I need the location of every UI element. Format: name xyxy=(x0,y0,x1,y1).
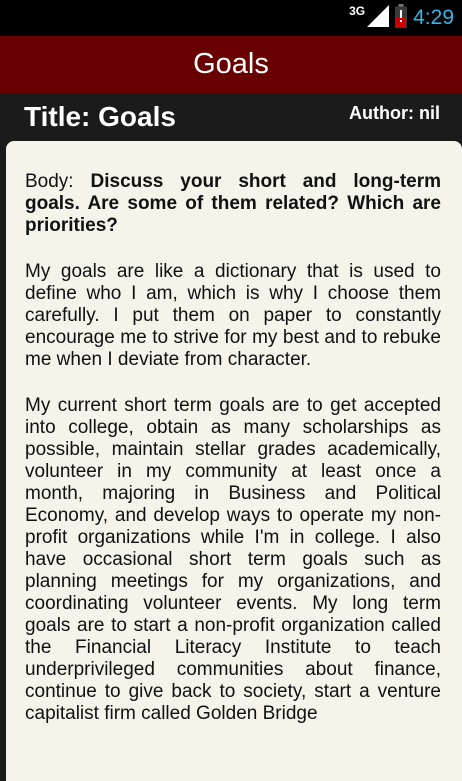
essay-title: Title: Goals xyxy=(24,101,176,132)
battery-icon xyxy=(395,4,407,33)
status-bar xyxy=(0,0,462,36)
essay-prompt xyxy=(25,171,441,237)
network-type: 3G xyxy=(349,4,366,18)
action-bar xyxy=(0,36,462,93)
essay-paragraph: My current short term goals are to get accepted into college, obtain as many scholarships as possible, maintain stellar grades academically, volunteer in my community at least once a month, majoring in Business and Political Economy, and develop ways to operate my non-profit organizations while I'm in college. I also have occasional short term goals such as planning meetings for my organizations, and coordinating volunteer events. My long term goals are to start a non-profit organization called the Financial Literacy Institute to teach underprivileged communities about finance, continue to give back to society, start a venture capitalist firm called Golden Bridge xyxy=(25,395,441,724)
essay-author: Author: nil xyxy=(349,103,440,123)
prompt-text: Discuss your short and long-term goals. Are some of them related? Which are priorities? xyxy=(25,171,442,236)
essay-card[interactable] xyxy=(6,141,462,781)
signal-icon xyxy=(367,5,389,32)
status-icons xyxy=(349,4,454,32)
essay-header xyxy=(0,93,462,143)
essay-paragraph: My goals are like a dictionary that is used to define who I am, which is why I choose them carefully. I put them on paper to constantly encourage me to strive for my best and to rebuke me when I deviate from character. xyxy=(25,261,441,370)
clock: 4:29 xyxy=(413,6,454,29)
body-label: Body: xyxy=(25,171,74,192)
action-bar-title: Goals xyxy=(193,48,269,80)
